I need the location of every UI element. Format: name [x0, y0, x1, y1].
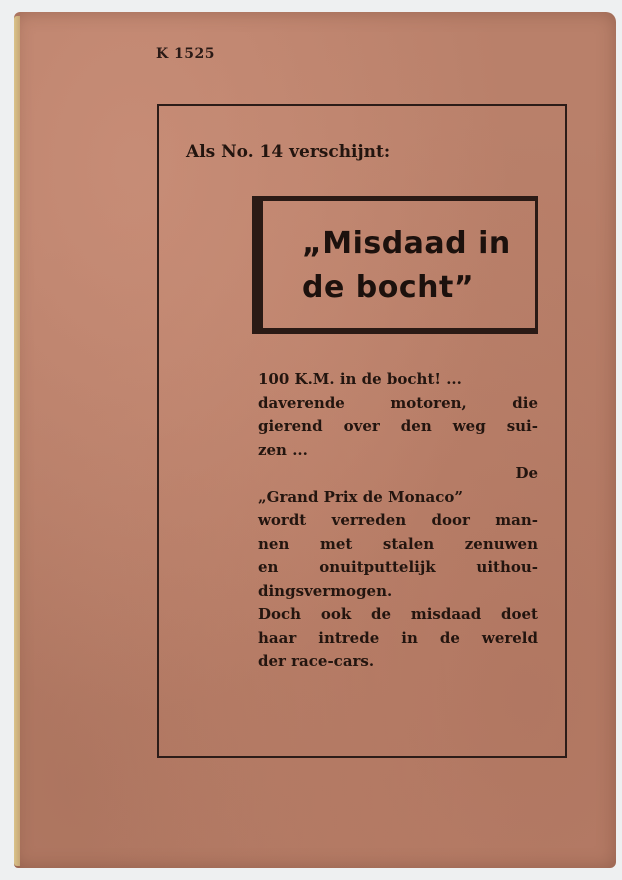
- page-edges: [14, 16, 20, 866]
- blurb-line: en onuitputtelijk uithou-: [258, 558, 538, 576]
- blurb-line: der race-cars.: [258, 652, 375, 670]
- blurb-line: dingsvermogen.: [258, 581, 393, 600]
- book-title-line-1: „Misdaad in: [302, 226, 511, 261]
- title-box: [252, 196, 538, 334]
- blurb-line: „Grand Prix de Monaco”: [258, 487, 463, 506]
- book-title-line-2: de bocht”: [302, 270, 475, 305]
- blurb-line: wordt verreden door man-: [258, 511, 538, 529]
- blurb-line: Doch ook de misdaad doet: [258, 605, 538, 623]
- blurb-text: [258, 368, 538, 674]
- blurb-line: haar intrede in de wereld: [258, 628, 538, 647]
- blurb-line: 100 K.M. in de bocht! ...: [258, 370, 462, 388]
- blurb-line: zen ...: [258, 440, 308, 459]
- blurb-line: gierend over den weg sui-: [258, 417, 538, 435]
- announcement-heading: Als No. 14 verschijnt:: [186, 142, 391, 162]
- blurb-line: De: [515, 464, 538, 482]
- catalog-code: K 1525: [156, 46, 216, 62]
- blurb-line: daverende motoren, die: [258, 393, 538, 412]
- blurb-line: nen met stalen zenuwen: [258, 534, 538, 553]
